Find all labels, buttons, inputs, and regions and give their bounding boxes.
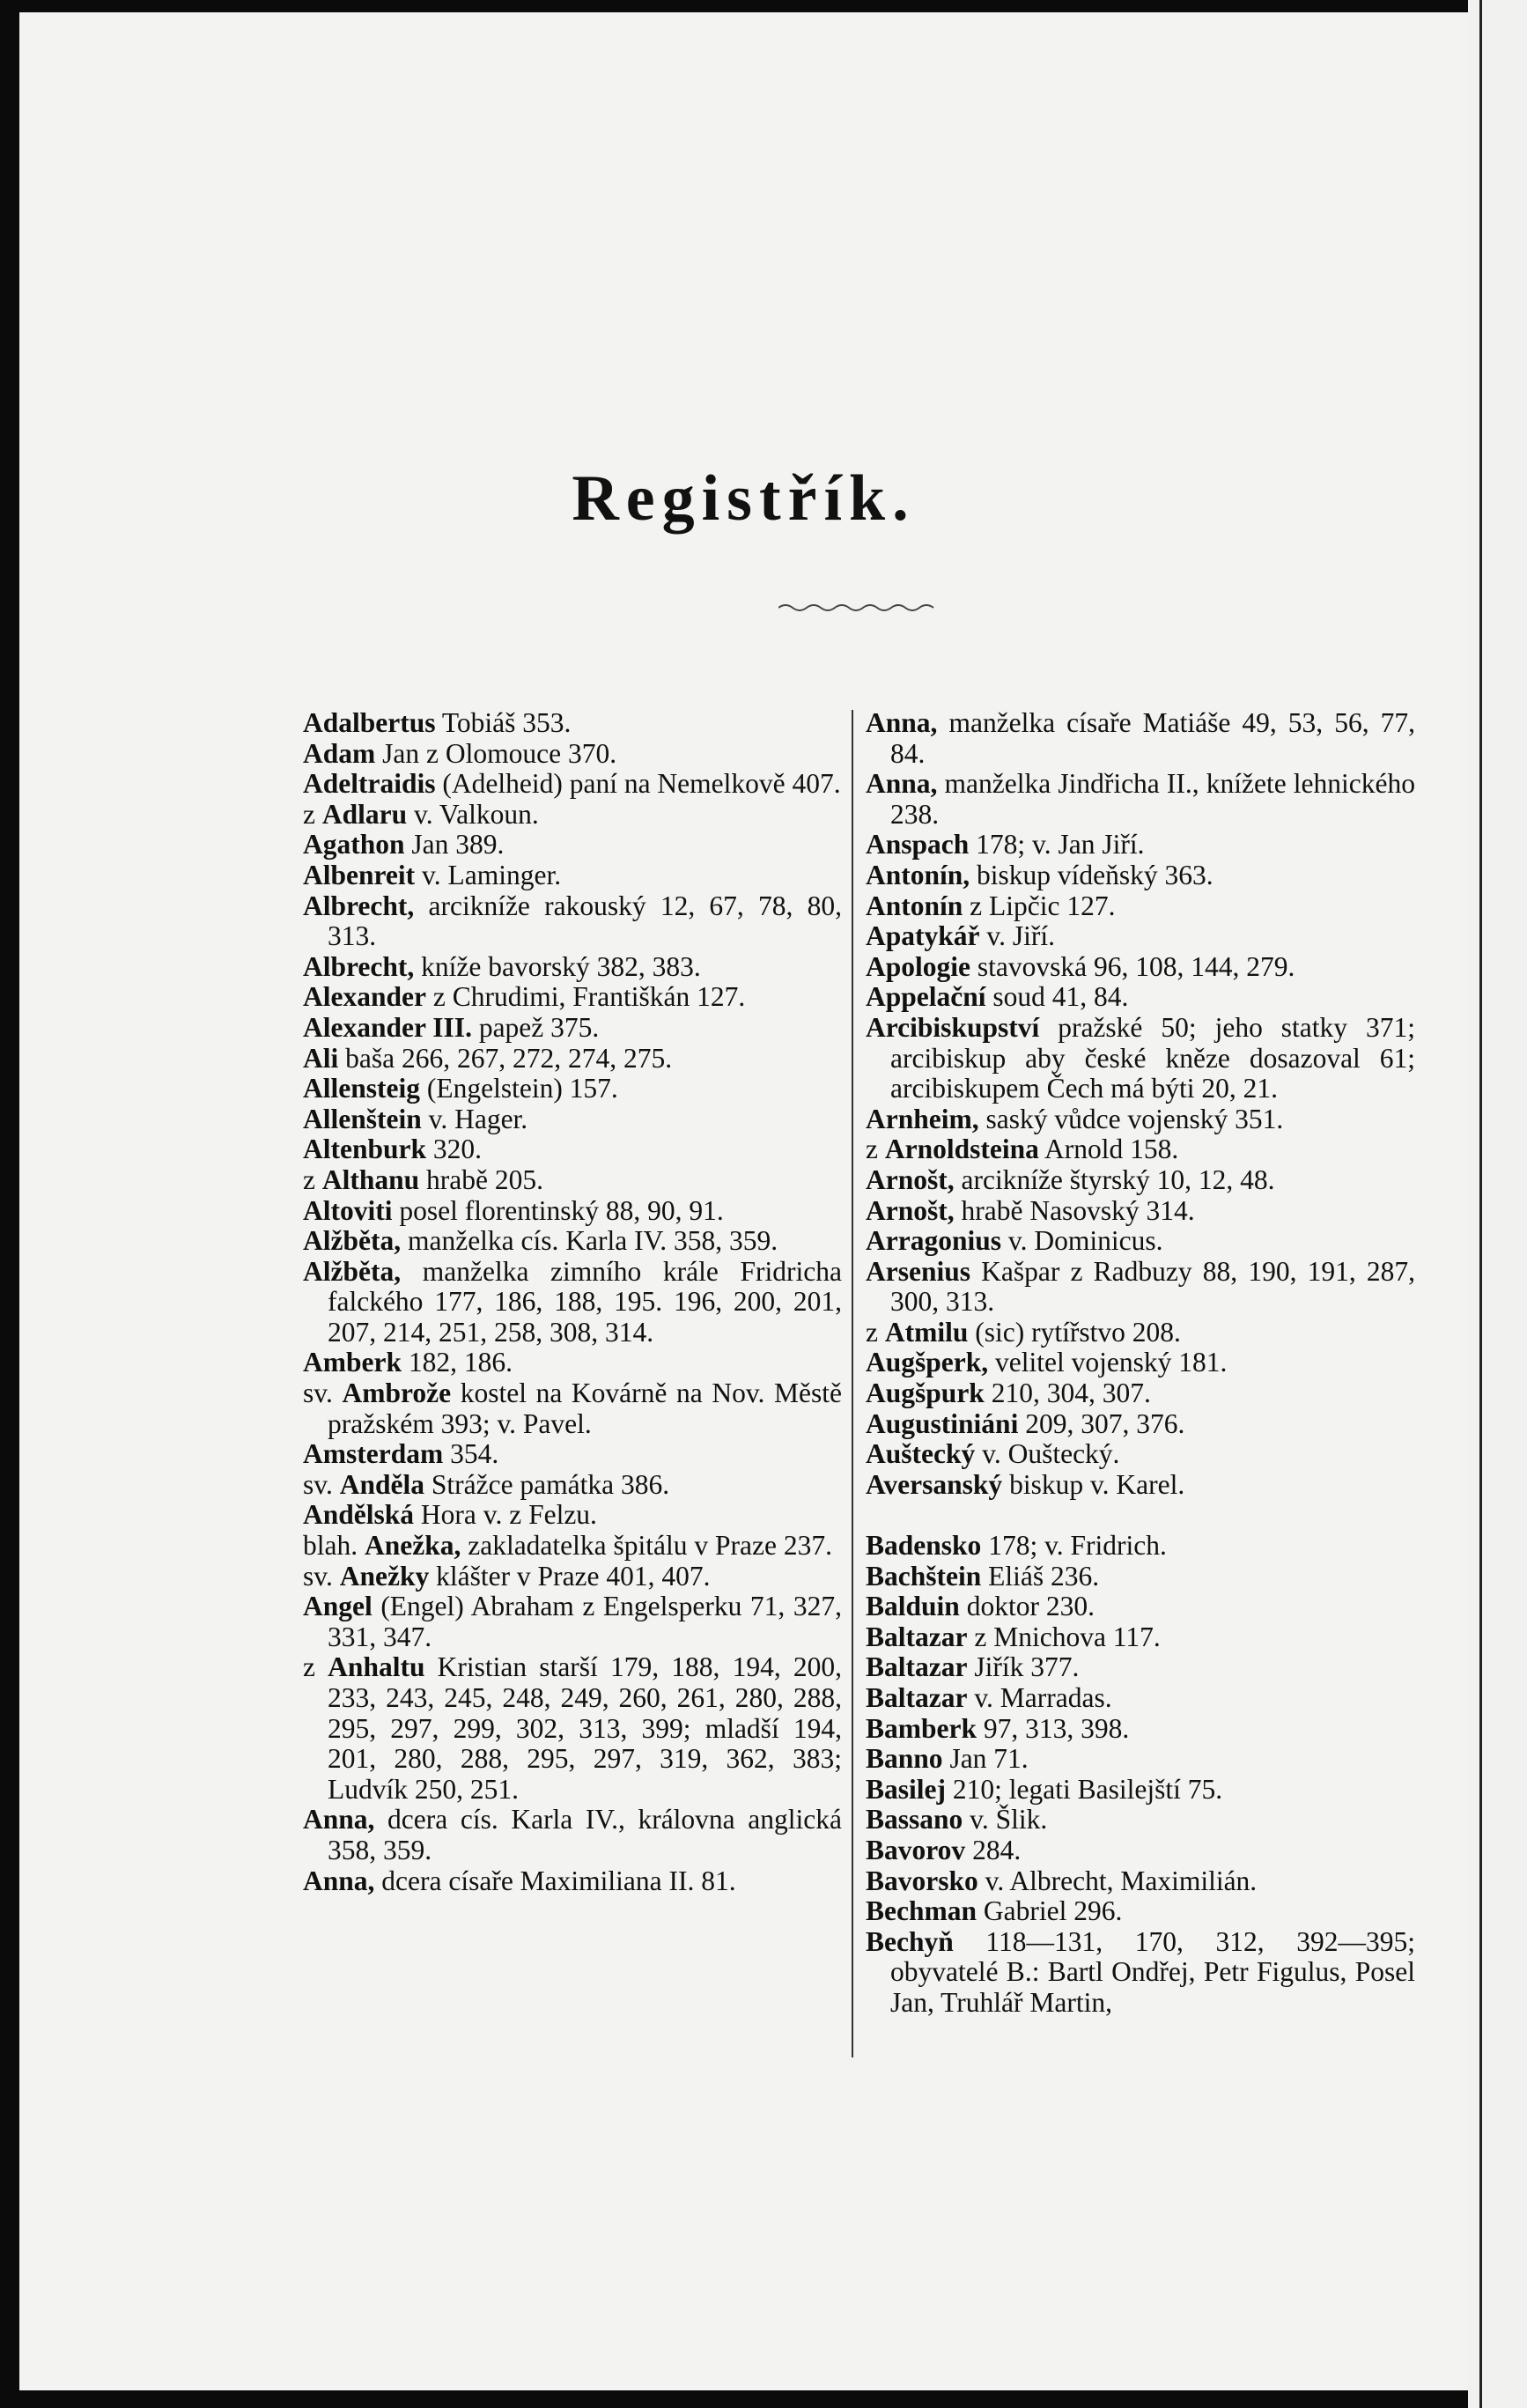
entry-headword: Albenreit [303,859,416,890]
entry-headword: Alžběta, [303,1225,402,1257]
entry-headword: Arcibiskupství [866,1011,1040,1043]
entry-references: zakladatelka špitálu v Praze 237. [461,1530,832,1562]
index-entry [866,1562,1415,1592]
index-entry [303,952,842,983]
index-entry [866,1531,1415,1562]
index-entry [866,891,1415,922]
entry-references: 118—131, 170, 312, 392—395; obyvatelé B.: Bartl Ondřej, Petr Figulus, Posel Jan, Truhlář Martin, [890,1925,1415,2018]
entry-headword: Altenburk [303,1134,427,1165]
entry-headword: Basilej [866,1773,946,1805]
entry-headword: Alexander III. [303,1011,472,1043]
index-entry [866,830,1415,861]
entry-prefix: z [303,798,322,830]
entry-references: 178; v. Jan Jiří. [969,829,1145,861]
index-entry [303,800,842,831]
entry-headword: Ambrože [342,1378,452,1409]
entry-references: Hora v. z Felzu. [414,1499,597,1531]
entry-headword: Banno [866,1743,943,1775]
entry-headword: Anděla [339,1468,424,1500]
entry-references: soud 41, 84. [985,981,1129,1013]
index-column-left [303,708,842,1896]
entry-prefix: sv. [303,1378,343,1409]
index-entry [866,1470,1415,1501]
entry-references: Kristian starší 179, 188, 194, 200, 233, 243, 245, 248, 249, 260, 261, 280, 288, 295, 297, 299, 302, 313, 399; mladší 194, 201, 280, 288, 295, 297, 319, 362, 383; Ludvík 250, 251. [328,1651,843,1805]
section-gap [866,1500,1415,1531]
index-entry [866,1226,1415,1257]
entry-headword: Anežka, [364,1530,461,1562]
index-entry [866,1805,1415,1836]
entry-headword: Ali [303,1042,339,1074]
entry-references: manželka zimního krále Fridricha falckého 177, 186, 188, 195. 196, 200, 201, 207, 214, 251, 258, 308, 314. [328,1255,842,1348]
entry-references: v. Šlik. [963,1804,1048,1836]
index-entry [866,1896,1415,1927]
entry-headword: Anhaltu [328,1651,425,1683]
entry-headword: Apologie [866,950,971,982]
index-entry [303,1196,842,1227]
entry-references: (sic) rytířstvo 208. [968,1316,1181,1348]
index-entry [303,1165,842,1196]
entry-headword: Bassano [866,1804,963,1836]
index-entry [303,1348,842,1378]
entry-headword: Altoviti [303,1194,393,1226]
entry-headword: Agathon [303,829,405,861]
entry-headword: Alexander [303,981,426,1013]
index-entry [866,861,1415,891]
index-entry [866,1257,1415,1318]
entry-headword: Anspach [866,829,970,861]
entry-references: v. Albrecht, Maximilián. [977,1865,1258,1896]
entry-references: Gabriel 296. [977,1895,1123,1927]
index-entry [866,1652,1415,1683]
entry-references: arcikníže rakouský 12, 67, 78, 80, 313. [328,890,842,952]
entry-headword: Bechman [866,1895,977,1927]
index-entry [303,1531,842,1562]
entry-references: stavovská 96, 108, 144, 279. [970,950,1295,982]
index-entry [866,708,1415,769]
index-entry [303,1470,842,1501]
entry-headword: Anna, [303,1865,375,1896]
index-entry [866,1318,1415,1348]
index-entry [303,1652,842,1805]
entry-headword: Albrecht, [303,950,415,982]
entry-headword: Adlaru [321,798,408,830]
entry-references: v. Valkoun. [407,798,539,830]
index-entry [866,1165,1415,1196]
entry-references: Jiřík 377. [967,1651,1080,1683]
entry-references: baša 266, 267, 272, 274, 275. [338,1042,673,1074]
entry-references: pražské 50; jeho statky 371; arcibiskup aby české kněze dosazoval 61; arcibiskupem Čech má býti 20, 21. [890,1011,1415,1104]
index-entry [866,1622,1415,1653]
entry-prefix: z [866,1134,885,1165]
index-entry [303,1592,842,1652]
entry-headword: Badensko [866,1530,982,1562]
entry-references: 210; legati Basilejští 75. [946,1773,1223,1805]
entry-prefix: z [303,1163,322,1195]
entry-references: 178; v. Fridrich. [981,1530,1167,1562]
entry-headword: Arnošt, [866,1194,955,1226]
index-column-right [866,708,1415,2019]
entry-references: dcera císaře Maximiliana II. 81. [374,1865,736,1896]
entry-references: 209, 307, 376. [1018,1407,1185,1439]
entry-prefix: z [866,1316,885,1348]
next-page-edge [1468,0,1527,2408]
entry-references: Eliáš 236. [981,1560,1100,1592]
entry-headword: Antonín [866,890,963,921]
entry-references: v. Dominicus. [1001,1225,1163,1257]
index-entry [303,1866,842,1897]
entry-references: manželka cís. Karla IV. 358, 359. [401,1225,778,1257]
page-title: Registřík. [572,462,916,535]
entry-headword: Bachštein [866,1560,982,1592]
entry-headword: Bamberk [866,1712,977,1744]
entry-prefix: sv. [303,1468,340,1500]
entry-references: v. Marradas. [967,1682,1112,1713]
index-entry [303,830,842,861]
entry-references: saský vůdce vojenský 351. [978,1103,1284,1134]
index-entry [303,1439,842,1470]
entry-references: manželka císaře Matiáše 49, 53, 56, 77, 84. [890,707,1415,769]
entry-references: (Adelheid) paní na Nemelkově 407. [435,768,841,800]
index-entry [866,1836,1415,1866]
entry-headword: Arnoldsteina [884,1134,1039,1165]
index-entry [866,1348,1415,1378]
entry-headword: Augustiniáni [866,1407,1019,1439]
entry-references: Jan 389. [404,829,505,861]
entry-references: z Chrudimi, Františkán 127. [425,981,746,1013]
entry-references: posel florentinský 88, 90, 91. [392,1194,724,1226]
entry-headword: Augšperk, [866,1347,989,1378]
index-entry [866,952,1415,983]
entry-references: doktor 230. [959,1591,1095,1622]
index-entry [303,769,842,800]
entry-references: papež 375. [471,1011,600,1043]
entry-headword: Apatykář [866,920,980,952]
entry-headword: Amberk [303,1347,402,1378]
entry-references: 97, 313, 398. [977,1712,1130,1744]
entry-headword: Arnheim, [866,1103,979,1134]
entry-references: kostel na Kovárně na Nov. Městě pražském 393; v. Pavel. [328,1378,842,1439]
entry-headword: Appelační [866,981,986,1013]
entry-references: Jan z Olomouce 370. [375,737,617,769]
entry-prefix: blah. [303,1530,365,1562]
index-entry [303,1013,842,1044]
index-entry [303,1074,842,1104]
entry-headword: Bavorov [866,1834,966,1865]
index-entry [866,1866,1415,1897]
entry-headword: Atmilu [884,1316,969,1348]
entry-headword: Anežky [339,1560,430,1592]
entry-prefix: z [303,1651,328,1683]
entry-headword: Baltazar [866,1682,968,1713]
entry-headword: Arnošt, [866,1163,955,1195]
column-divider [852,710,853,2057]
index-entry [866,1775,1415,1806]
entry-references: kníže bavorský 382, 383. [414,950,701,982]
entry-references: 210, 304, 307. [984,1378,1151,1409]
entry-headword: Auštecký [866,1438,976,1470]
index-entry [303,1226,842,1257]
entry-headword: Arsenius [866,1255,971,1287]
entry-headword: Aversanský [866,1468,1003,1500]
index-entry [303,1500,842,1531]
entry-headword: Bavorsko [866,1865,978,1896]
entry-headword: Adalbertus [303,707,436,738]
index-entry [303,739,842,770]
index-entry [866,1378,1415,1409]
entry-references: v. Jiří. [979,920,1055,952]
entry-references: Jan 71. [942,1743,1029,1775]
entry-references: z Lipčic 127. [963,890,1116,921]
page-edge-line [1479,0,1482,2408]
entry-references: (Engel) Abraham z Engelsperku 71, 327, 331, 347. [328,1591,842,1652]
entry-prefix: sv. [303,1560,340,1592]
index-entry [866,1104,1415,1135]
entry-headword: Baltazar [866,1621,968,1652]
index-entry [303,1257,842,1348]
entry-references: 182, 186. [402,1347,513,1378]
entry-references: v. Ouštecký. [975,1438,1120,1470]
entry-references: z Mnichova 117. [967,1621,1161,1652]
index-entry [866,1714,1415,1745]
entry-headword: Balduin [866,1591,960,1622]
entry-headword: Arragonius [866,1225,1002,1257]
entry-references: Arnold 158. [1038,1134,1179,1165]
entry-references: Tobiáš 353. [435,707,572,738]
entry-headword: Bechyň [866,1925,954,1957]
entry-references: Kašpar z Radbuzy 88, 190, 191, 287, 300, 313. [890,1255,1415,1318]
entry-headword: Anna, [866,768,938,800]
entry-headword: Albrecht, [303,890,415,921]
entry-headword: Augšpurk [866,1378,985,1409]
entry-headword: Anna, [866,707,938,738]
entry-references: (Engelstein) 157. [419,1073,618,1104]
entry-headword: Angel [303,1591,373,1622]
entry-headword: Alžběta, [303,1255,402,1287]
entry-references: manželka Jindřicha II., knížete lehnického 238. [890,768,1415,830]
index-entry [303,708,842,739]
entry-references: hrabě Nasovský 314. [954,1194,1195,1226]
entry-headword: Andělská [303,1499,415,1531]
index-entry [866,982,1415,1013]
index-entry [866,1592,1415,1622]
index-entry [866,1439,1415,1470]
entry-references: 284. [965,1834,1022,1865]
entry-references: dcera cís. Karla IV., královna anglická 358, 359. [328,1804,842,1865]
index-entry [866,921,1415,952]
entry-references: biskup v. Karel. [1002,1468,1185,1500]
entry-headword: Amsterdam [303,1438,444,1470]
index-entry [866,1196,1415,1227]
entry-headword: Allenštein [303,1103,422,1134]
entry-references: Strážce památka 386. [424,1468,670,1500]
index-entry [866,1134,1415,1165]
index-entry [303,1378,842,1439]
index-entry [866,1409,1415,1440]
entry-headword: Antonín, [866,859,970,890]
index-entry [303,861,842,891]
entry-references: hrabě 205. [419,1163,543,1195]
index-entry [866,769,1415,830]
entry-references: velitel vojenský 181. [988,1347,1228,1378]
index-entry [866,1683,1415,1714]
entry-headword: Anna, [303,1804,375,1836]
entry-references: klášter v Praze 401, 407. [429,1560,711,1592]
entry-references: v. Hager. [421,1103,528,1134]
entry-references: 354. [443,1438,499,1470]
index-entry [303,891,842,952]
index-entry [303,1044,842,1075]
entry-headword: Adam [303,737,376,769]
entry-references: 320. [426,1134,483,1165]
entry-references: biskup vídeňský 363. [970,859,1213,890]
index-entry [866,1013,1415,1104]
index-entry [303,982,842,1013]
entry-headword: Baltazar [866,1651,968,1683]
index-entry [866,1744,1415,1775]
entry-headword: Allensteig [303,1073,420,1104]
entry-references: arcikníže štyrský 10, 12, 48. [954,1163,1275,1195]
index-entry [303,1104,842,1135]
entry-references: v. Laminger. [415,859,562,890]
index-entry [303,1562,842,1592]
index-entry [866,1927,1415,2019]
entry-headword: Adeltraidis [303,768,436,800]
index-entry [303,1805,842,1865]
ornament-rule [778,601,937,615]
entry-headword: Althanu [321,1163,420,1195]
book-page [19,12,1468,2390]
index-entry [303,1134,842,1165]
